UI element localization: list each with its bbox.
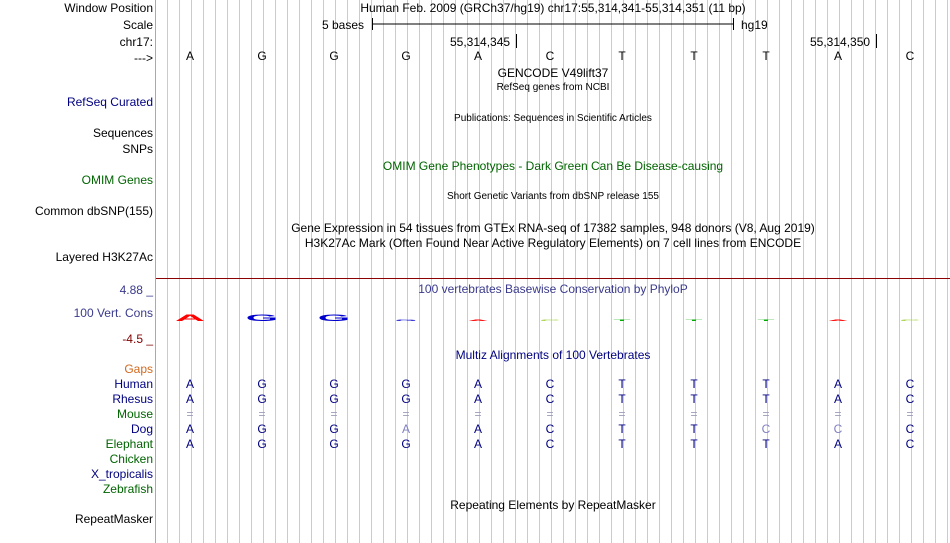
alignment-base: C xyxy=(545,392,555,406)
label-window-position: Window Position xyxy=(64,1,153,15)
alignment-base: G xyxy=(329,437,339,451)
conservation-logo-letter: T xyxy=(613,319,631,322)
alignment-base: T xyxy=(762,392,770,406)
label-gaps[interactable]: Gaps xyxy=(124,362,153,376)
repeatmasker-track-desc: Repeating Elements by RepeatMasker xyxy=(450,498,656,512)
alignment-base: T xyxy=(690,422,698,436)
alignment-base: = xyxy=(474,407,482,421)
alignment-base: = xyxy=(906,407,914,421)
alignment-base: = xyxy=(690,407,698,421)
alignment-base: C xyxy=(545,422,555,436)
species-label[interactable]: Chicken xyxy=(109,452,153,466)
scale-left-text: 5 bases xyxy=(322,18,365,32)
label-omim[interactable]: OMIM Genes xyxy=(81,173,153,187)
gencode-track-title[interactable]: GENCODE V49lift37 xyxy=(497,66,609,80)
alignment-base: T xyxy=(762,437,770,451)
sequence-base: A xyxy=(833,49,842,63)
alignment-base: A xyxy=(185,377,194,391)
base-sequence-row xyxy=(0,49,950,63)
label-chrom: chr17: xyxy=(119,35,153,49)
conservation-sequence-logo xyxy=(0,300,950,330)
species-label[interactable]: Zebrafish xyxy=(102,482,153,496)
alignment-base: G xyxy=(401,377,411,391)
sequence-base: T xyxy=(690,49,698,63)
conservation-logo-letter: T xyxy=(685,319,703,322)
conservation-logo-letter: T xyxy=(757,319,775,322)
phylop-track-desc: 100 vertebrates Basewise Conservation by PhyloP xyxy=(418,282,688,296)
label-h3k27ac[interactable]: Layered H3K27Ac xyxy=(55,250,153,264)
alignment-base: = xyxy=(762,407,770,421)
conservation-logo-letter: G xyxy=(317,313,351,324)
alignment-base: C xyxy=(545,377,555,391)
sequence-base: G xyxy=(257,49,267,63)
label-cons-max: 4.88 _ xyxy=(119,283,153,297)
alignment-base: T xyxy=(762,377,770,391)
label-cons-min: -4.5 _ xyxy=(122,332,153,346)
conservation-logo-letter: G xyxy=(245,313,279,324)
alignment-base: A xyxy=(473,422,482,436)
alignment-base: T xyxy=(690,377,698,391)
sequence-base: A xyxy=(473,49,482,63)
sequence-base: A xyxy=(185,49,194,63)
alignment-base: C xyxy=(761,422,771,436)
species-label[interactable]: Dog xyxy=(130,422,153,436)
alignment-base: T xyxy=(618,422,626,436)
species-label[interactable]: Human xyxy=(114,377,153,391)
species-label[interactable]: Rhesus xyxy=(112,392,153,406)
alignment-base: G xyxy=(401,437,411,451)
alignment-base: = xyxy=(186,407,194,421)
alignment-base: G xyxy=(329,392,339,406)
label-snps[interactable]: SNPs xyxy=(122,142,153,156)
alignment-base: C xyxy=(905,422,915,436)
dbsnp-track-desc: Short Genetic Variants from dbSNP release 155 xyxy=(447,191,659,202)
label-repeatmasker[interactable]: RepeatMasker xyxy=(74,512,153,526)
species-label[interactable]: X_tropicalis xyxy=(90,467,153,481)
label-refseq[interactable]: RefSeq Curated xyxy=(66,95,153,109)
alignment-base: G xyxy=(329,377,339,391)
alignment-base: T xyxy=(690,437,698,451)
alignment-base: A xyxy=(401,422,410,436)
species-label[interactable]: Mouse xyxy=(116,407,153,421)
label-cons[interactable]: 100 Vert. Cons xyxy=(73,306,153,320)
alignment-base: = xyxy=(834,407,842,421)
conservation-logo-letter: C xyxy=(539,319,561,322)
species-label[interactable]: Elephant xyxy=(105,437,153,451)
omim-track-desc: OMIM Gene Phenotypes - Dark Green Can Be Disease-causing xyxy=(382,159,724,173)
h3k27ac-signal-line xyxy=(156,278,950,279)
alignment-base: C xyxy=(905,377,915,391)
alignment-base: G xyxy=(257,377,267,391)
ruler-tick-2 xyxy=(876,34,877,48)
alignment-base: A xyxy=(185,422,194,436)
sequence-base: C xyxy=(545,49,555,63)
ruler-tick-1 xyxy=(516,34,517,48)
alignment-base: G xyxy=(401,392,411,406)
gtex-track-desc: Gene Expression in 54 tissues from GTEx RNA-seq of 17382 samples, 948 donors (V8, Aug 2019) xyxy=(291,221,815,235)
alignment-base: A xyxy=(473,377,482,391)
label-sequences[interactable]: Sequences xyxy=(92,126,153,140)
publications-track-desc: Publications: Sequences in Scientific Articles xyxy=(454,113,652,124)
alignment-base: C xyxy=(833,422,843,436)
alignment-base: = xyxy=(546,407,554,421)
alignment-base: A xyxy=(833,392,842,406)
alignment-base: = xyxy=(330,407,338,421)
refseq-track-desc: RefSeq genes from NCBI xyxy=(496,82,610,93)
conservation-logo-letter: G xyxy=(395,319,417,322)
conservation-logo-letter: A xyxy=(467,319,489,322)
ruler-position-1: 55,314,345 xyxy=(450,35,511,49)
alignment-base: C xyxy=(905,392,915,406)
alignment-base: G xyxy=(329,422,339,436)
ruler-position-2: 55,314,350 xyxy=(810,35,871,49)
alignment-base: A xyxy=(185,437,194,451)
alignment-base: C xyxy=(905,437,915,451)
alignment-base: G xyxy=(257,437,267,451)
scale-bar xyxy=(372,17,734,31)
h3k27ac-track-desc: H3K27Ac Mark (Often Found Near Active Regulatory Elements) on 7 cell lines from ENCODE xyxy=(304,236,802,250)
conservation-logo-letter: A xyxy=(174,313,206,324)
alignment-base: A xyxy=(833,377,842,391)
assembly-position-text: Human Feb. 2009 (GRCh37/hg19) chr17:55,314,341-55,314,351 (11 bp) xyxy=(360,1,746,15)
sequence-base: T xyxy=(618,49,626,63)
sequence-base: C xyxy=(905,49,915,63)
alignment-base: = xyxy=(618,407,626,421)
label-scale: Scale xyxy=(122,18,153,32)
conservation-logo-letter: C xyxy=(899,319,921,322)
sequence-base: G xyxy=(401,49,411,63)
sequence-base: G xyxy=(329,49,339,63)
alignment-base: T xyxy=(690,392,698,406)
sequence-base: T xyxy=(762,49,770,63)
alignment-base: = xyxy=(258,407,266,421)
label-strand: ---> xyxy=(134,51,153,65)
alignment-base: A xyxy=(185,392,194,406)
alignment-base: G xyxy=(257,392,267,406)
label-dbsnp[interactable]: Common dbSNP(155) xyxy=(34,204,153,218)
multiz-track-desc: Multiz Alignments of 100 Vertebrates xyxy=(455,348,651,362)
alignment-base: A xyxy=(473,437,482,451)
alignment-base: T xyxy=(618,437,626,451)
scale-right-text: hg19 xyxy=(741,18,768,32)
alignment-base: C xyxy=(545,437,555,451)
conservation-logo-letter: A xyxy=(827,319,849,322)
alignment-base: T xyxy=(618,377,626,391)
alignment-base: A xyxy=(833,437,842,451)
alignment-base: = xyxy=(402,407,410,421)
alignment-base: G xyxy=(257,422,267,436)
alignment-base: T xyxy=(618,392,626,406)
alignment-base: A xyxy=(473,392,482,406)
